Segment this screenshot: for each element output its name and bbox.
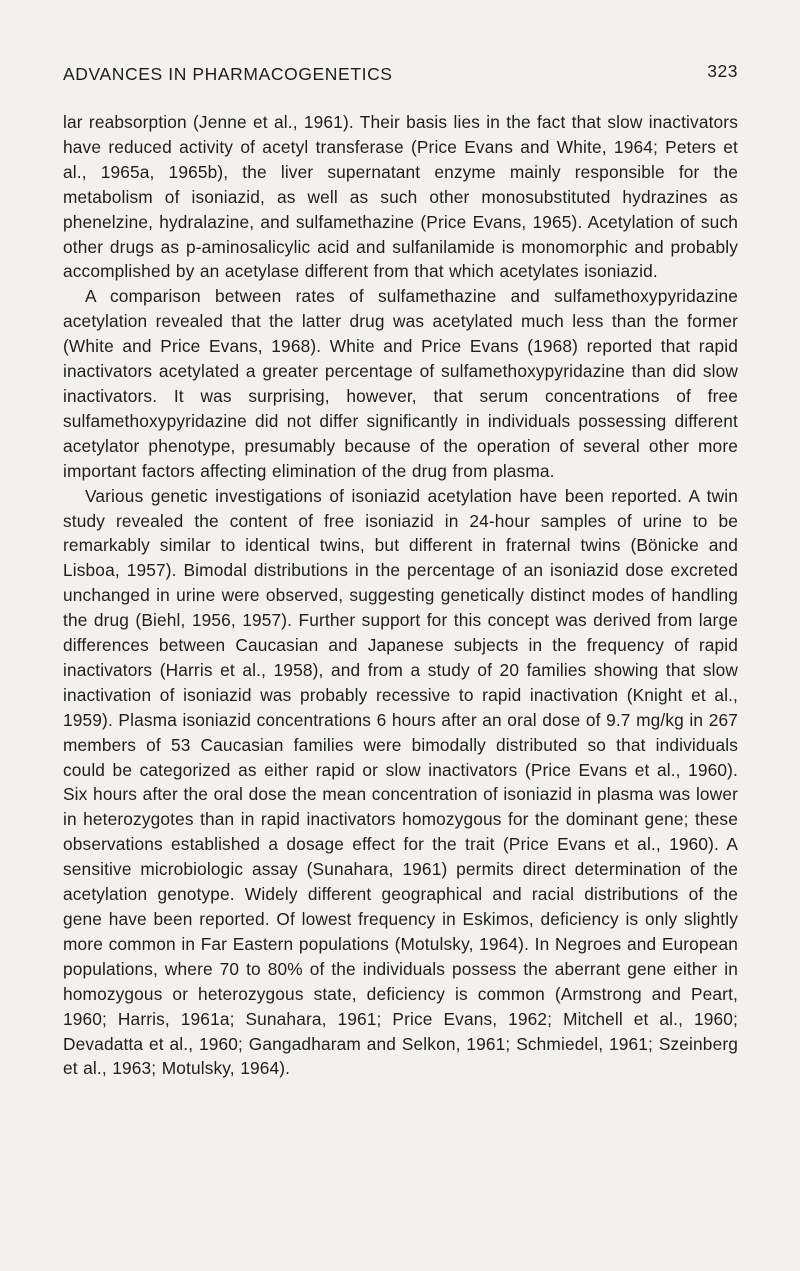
paragraph-continuation: lar reabsorption (Jenne et al., 1961). Their basis lies in the fact that slow inactivators have reduced activity of acetyl transferase (Price Evans and White, 1964; Peters et al., 1965a, 1965b), the liver supernatant enzyme mainly responsible for the metabolism of isoniazid, as well as such other monosubstituted hydrazines as phenelzine, hydralazine, and sulfamethazine (Price Evans, 1965). Acetylation of such other drugs as p-aminosalicylic acid and sulfanilamide is monomorphic and probably accomplished by an acetylase different from that which acetylates isoniazid.: [63, 112, 738, 282]
running-title: ADVANCES IN PHARMACOGENETICS: [63, 64, 393, 84]
running-head: [63, 61, 738, 94]
paragraph-genetic-investigations: Various genetic investigations of isoniazid acetylation have been reported. A twin study revealed the content of free isoniazid in 24-hour samples of urine to be remarkably similar to identical twins, but different in fraternal twins (Bönicke and Lisboa, 1957). Bimodal distributions in the percentage of an isoniazid dose excreted unchanged in urine were observed, suggesting genetically distinct modes of handling the drug (Biehl, 1956, 1957). Further support for this concept was derived from large differences between Caucasian and Japanese subjects in the frequency of rapid inactivators (Harris et al., 1958), and from a study of 20 families showing that slow inactivation of isoniazid was probably recessive to rapid inactivation (Knight et al., 1959). Plasma isoniazid concentrations 6 hours after an oral dose of 9.7 mg/kg in 267 members of 53 Caucasian families were bimodally distributed so that individuals could be categorized as either rapid or slow inactivators (Price Evans et al., 1960). Six hours after the oral dose the mean concentration of isoniazid in plasma was lower in heterozygotes than in rapid inactivators homozygous for the dominant gene; these observations established a dosage effect for the trait (Price Evans et al., 1960). A sensitive microbiologic assay (Sunahara, 1961) permits direct determination of the acetylation genotype. Widely different geographical and racial distributions of the gene have been reported. Of lowest frequency in Eskimos, deficiency is only slightly more common in Far Eastern populations (Motulsky, 1964). In Negroes and European populations, where 70 to 80% of the individuals possess the aberrant gene either in homozygous or heterozygous state, deficiency is common (Armstrong and Peart, 1960; Harris, 1961a; Sunahara, 1961; Price Evans, 1962; Mitchell et al., 1960; Devadatta et al., 1960; Gangadharam and Selkon, 1961; Schmiedel, 1961; Szeinberg et al., 1963; Motulsky, 1964).: [63, 485, 738, 1079]
paragraph-sulfamethoxypyridazine: A comparison between rates of sulfamethazine and sulfamethoxypyridazine acetylation revealed that the latter drug was acetylated much less than the former (White and Price Evans, 1968). White and Price Evans (1968) reported that rapid inactivators acetylated a greater percentage of sulfamethoxypyridazine than did slow inactivators. It was surprising, however, that serum concentrations of free sulfamethoxypyridazine did not differ significantly in individuals possessing different acetylator phenotype, presumably because of the operation of several other more important factors affecting elimination of the drug from plasma.: [63, 286, 738, 481]
body-text: [63, 110, 738, 1081]
page-number: 323: [707, 61, 738, 81]
